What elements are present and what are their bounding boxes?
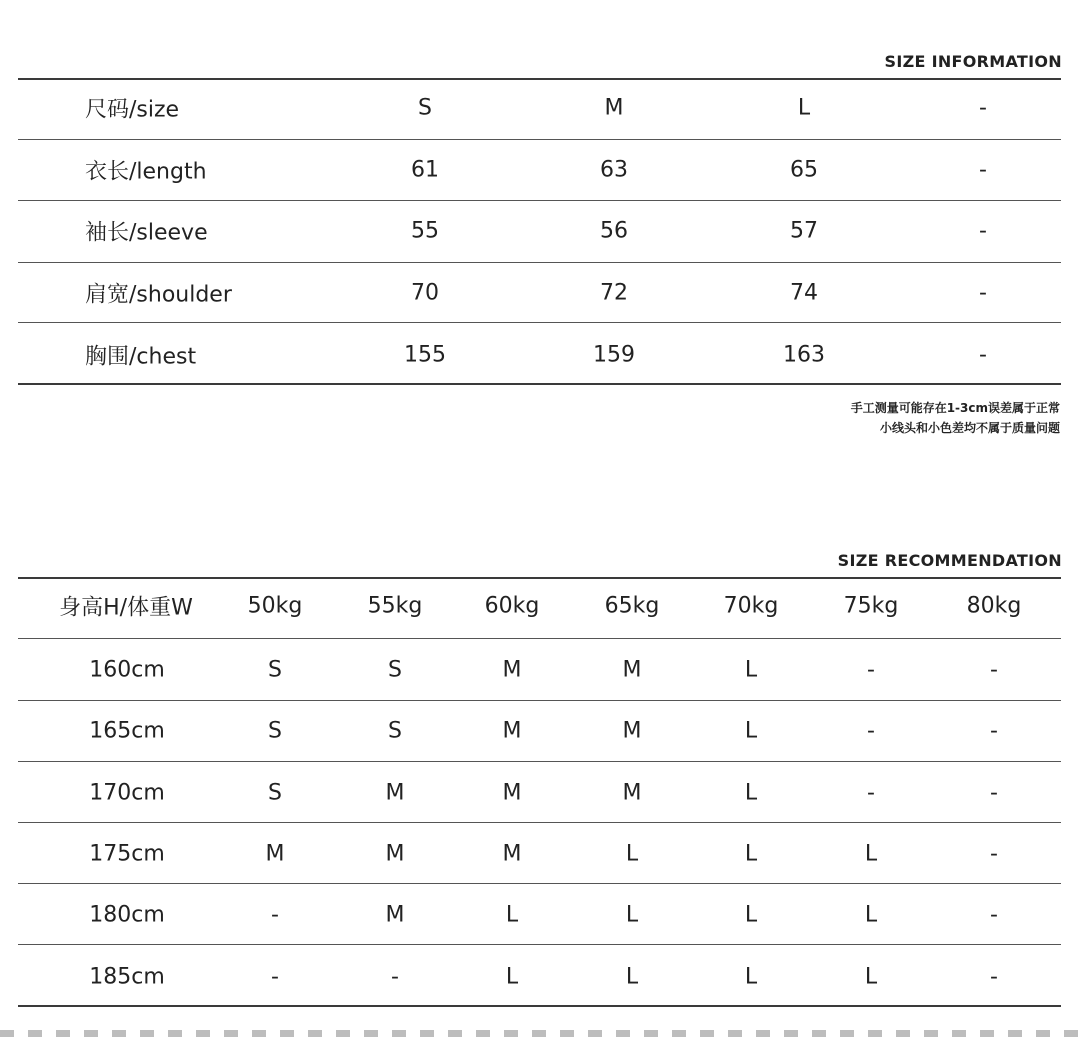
table-cell: 163 [783, 342, 825, 368]
table-rule [18, 700, 1061, 701]
table-cell: - [979, 342, 987, 368]
table-cell: S [388, 657, 402, 683]
table-cell: L [625, 841, 639, 867]
table-cell: - [990, 902, 998, 928]
table-cell: 155 [404, 342, 446, 368]
table-cell: - [867, 657, 875, 683]
table-cell: L [744, 718, 758, 744]
table-cell: S [418, 95, 432, 121]
table-cell: 72 [600, 280, 628, 306]
bottom-dashed-border [0, 1030, 1080, 1037]
table-cell: L [625, 902, 639, 928]
table-cell: M [622, 780, 642, 806]
measurement-note [851, 398, 1060, 438]
table-cell: - [979, 280, 987, 306]
weight-header: 70kg [723, 593, 779, 619]
weight-header: 55kg [367, 593, 423, 619]
table-cell: L [797, 95, 811, 121]
table-cell: L [744, 841, 758, 867]
table-cell: - [271, 902, 279, 928]
weight-header: 60kg [484, 593, 540, 619]
table-cell: M [502, 657, 522, 683]
table-rule [18, 944, 1061, 945]
table-cell: L [744, 902, 758, 928]
row-label: 胸围/chest [85, 344, 197, 370]
table-cell: L [625, 964, 639, 990]
table-cell: L [864, 841, 878, 867]
table-cell: S [268, 718, 282, 744]
table-cell: - [867, 780, 875, 806]
table-cell: - [990, 718, 998, 744]
table-rule [18, 200, 1061, 201]
table-cell: 63 [600, 157, 628, 183]
table-cell: 74 [790, 280, 818, 306]
corner-label: 身高H/体重W [59, 595, 193, 621]
table-cell: - [990, 964, 998, 990]
table-cell: 70 [411, 280, 439, 306]
row-label: 袖长/sleeve [85, 220, 208, 246]
table-cell: L [864, 902, 878, 928]
row-label: 衣长/length [85, 159, 207, 185]
table-rule [18, 262, 1061, 263]
height-label: 175cm [89, 841, 165, 867]
height-label: 165cm [89, 718, 165, 744]
table-rule [18, 1005, 1061, 1007]
height-label: 170cm [89, 780, 165, 806]
table-cell: M [604, 95, 624, 121]
table-cell: 159 [593, 342, 635, 368]
table-cell: 65 [790, 157, 818, 183]
table-cell: S [388, 718, 402, 744]
table-cell: - [990, 841, 998, 867]
row-label: 尺码/size [85, 97, 180, 123]
height-label: 180cm [89, 902, 165, 928]
table-cell: S [268, 780, 282, 806]
table-cell: 56 [600, 218, 628, 244]
table-cell: - [867, 718, 875, 744]
table-cell: L [744, 657, 758, 683]
table-cell: 57 [790, 218, 818, 244]
weight-header: 65kg [604, 593, 660, 619]
table-cell: L [864, 964, 878, 990]
table-cell: L [505, 902, 519, 928]
table-cell: M [385, 841, 405, 867]
table-cell: M [502, 718, 522, 744]
table-cell: - [979, 218, 987, 244]
table-cell: 55 [411, 218, 439, 244]
table-cell: M [502, 780, 522, 806]
table-rule [18, 761, 1061, 762]
table-cell: L [744, 780, 758, 806]
table-cell: - [990, 657, 998, 683]
weight-header: 50kg [247, 593, 303, 619]
table-cell: M [385, 780, 405, 806]
table-cell: L [744, 964, 758, 990]
table-cell: - [979, 157, 987, 183]
table-cell: M [265, 841, 285, 867]
note-line: 小线头和小色差均不属于质量问题 [879, 421, 1060, 435]
height-label: 185cm [89, 964, 165, 990]
table-rule [18, 322, 1061, 323]
size-information-title: SIZE INFORMATION [884, 52, 1062, 71]
table-rule [18, 577, 1061, 579]
table-rule [18, 383, 1061, 385]
table-rule [18, 638, 1061, 639]
table-rule [18, 883, 1061, 884]
table-cell: M [622, 657, 642, 683]
table-rule [18, 822, 1061, 823]
table-cell: - [271, 964, 279, 990]
weight-header: 80kg [966, 593, 1022, 619]
table-cell: M [622, 718, 642, 744]
weight-header: 75kg [843, 593, 899, 619]
table-cell: - [990, 780, 998, 806]
table-cell: S [268, 657, 282, 683]
height-label: 160cm [89, 657, 165, 683]
table-cell: L [505, 964, 519, 990]
table-cell: M [385, 902, 405, 928]
table-cell: - [979, 95, 987, 121]
size-recommendation-title: SIZE RECOMMENDATION [837, 551, 1062, 570]
table-cell: - [391, 964, 399, 990]
note-line: 手工测量可能存在1-3cm误差属于正常 [850, 401, 1060, 415]
row-label: 肩宽/shoulder [85, 282, 232, 308]
table-cell: M [502, 841, 522, 867]
table-rule [18, 78, 1061, 80]
table-rule [18, 139, 1061, 140]
table-cell: 61 [411, 157, 439, 183]
